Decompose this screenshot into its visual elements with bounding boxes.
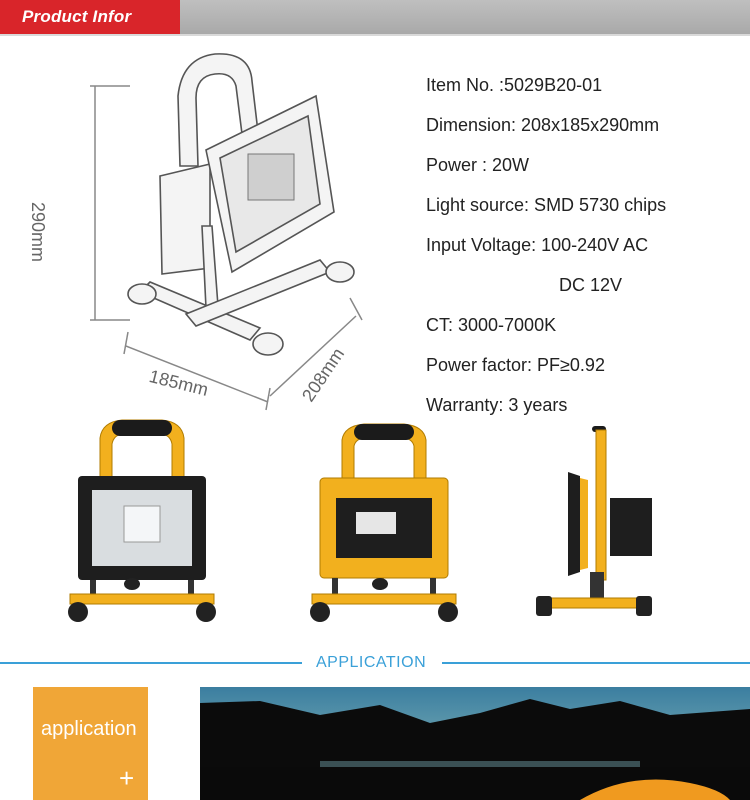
spec-power: Power : 20W [426, 155, 530, 175]
spec-color-temperature: CT: 3000-7000K [426, 315, 557, 335]
spec-item-no: Item No. :5029B20-01 [426, 75, 603, 95]
product-photo-back [304, 422, 464, 628]
dimension-depth-label: 208mm [298, 344, 349, 406]
plus-icon[interactable]: + [119, 763, 135, 793]
application-tile[interactable] [33, 687, 148, 800]
section-header [0, 0, 750, 34]
spec-input-voltage: Input Voltage: 100-240V AC [426, 235, 649, 255]
product-photo-side [528, 422, 668, 628]
spec-dimension: Dimension: 208x185x290mm [426, 115, 660, 135]
product-line-drawing [0, 36, 420, 416]
application-divider-right [442, 662, 750, 664]
application-tile-label: application [41, 718, 137, 740]
spec-light-source: Light source: SMD 5730 chips [426, 195, 667, 215]
section-title: Product Infor [22, 7, 132, 26]
spec-power-factor: Power factor: PF≥0.92 [426, 355, 605, 375]
spec-warranty: Warranty: 3 years [426, 395, 568, 415]
application-divider-left [0, 662, 302, 664]
application-section-label: APPLICATION [316, 654, 427, 671]
product-photo-front [62, 418, 222, 628]
application-photo [200, 687, 750, 800]
dimension-height-label: 290mm [28, 202, 48, 263]
spec-input-voltage-dc: DC 12V [559, 275, 623, 295]
dimension-width-label: 185mm [147, 366, 211, 400]
